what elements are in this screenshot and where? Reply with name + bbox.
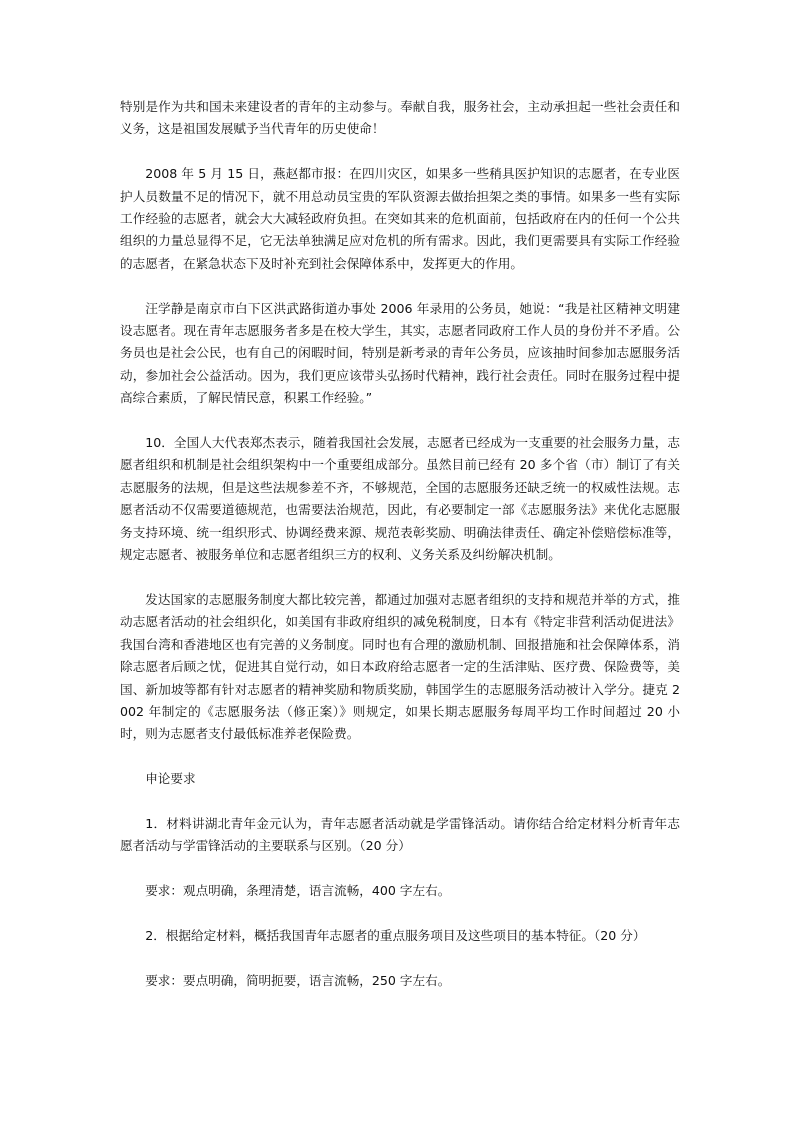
- document-body: [120, 96, 680, 1015]
- question-2-requirement: 要求：要点明确，简明扼要，语言流畅，250 字左右。: [145, 972, 451, 988]
- question-1: 1．材料讲湖北青年金元认为，青年志愿者活动就是学雷锋活动。请你结合给定材料分析青年志愿者活动与学雷锋活动的主要联系与区别。（20 分）: [120, 815, 680, 854]
- paragraph-material-10: 10．全国人大代表郑杰表示，随着我国社会发展，志愿者已经成为一支重要的社会服务力量，志愿者组织和机制是社会组织架构中一个重要组成部分。虽然目前已经有 20 多个省（市）制订了有关志愿服务的法规，但是这些法规参差不齐，不够规范，全国的志愿服务还缺乏统一的权威性法规。志愿者活动不仅需要道德规范，也需要法治规范，因此，有必要制定一部《志愿服务法》来优化志愿服务支持环境、统一组织形式、协调经费来源、规范表彰奖励、明确法律责任、确定补偿赔偿标准等，规定志愿者、被服务单位和志愿者组织三方的权利、义务关系及纠纷解决机制。: [120, 435, 680, 563]
- question-2: 2．根据给定材料，概括我国青年志愿者的重点服务项目及这些项目的基本特征。（20 分）: [145, 927, 646, 943]
- section-heading-requirements: 申论要求: [145, 771, 196, 787]
- paragraph-news-report: 2008 年 5 月 15 日，燕赵都市报：在四川灾区，如果多一些稍具医护知识的志愿者，在专业医护人员数量不足的情况下，就不用总动员宝贵的军队资源去做抬担架之类的事情。如果多一些有实际工作经验的志愿者，就会大大减轻政府负担。在突如其来的危机面前，包括政府在内的任何一个公共组织的力量总显得不足，它无法单独满足应对危机的所有需求。因此，我们更需要具有实际工作经验的志愿者，在紧急状态下及时补充到社会保障体系中，发挥更大的作用。: [120, 166, 680, 271]
- paragraph-foreign-systems: 发达国家的志愿服务制度大都比较完善，都通过加强对志愿者组织的支持和规范并举的方式，推动志愿者活动的社会组织化，如美国有非政府组织的减免税制度，日本有《特定非营利活动促进法》我国台湾和香港地区也有完善的义务制度。同时也有合理的激励机制、回报措施和社会保障体系，消除志愿者后顾之忧，促进其自觉行动，如日本政府给志愿者一定的生活津贴、医疗费、保险费等，美国、新加坡等都有针对志愿者的精神奖励和物质奖励，韩国学生的志愿服务活动被计入学分。捷克 2002 年制定的《志愿服务法（修正案）》则规定，如果长期志愿服务每周平均工作时间超过 20 小时，则为志愿者支付最低标准养老保险费。: [120, 591, 680, 742]
- paragraph-continuation: 特别是作为共和国未来建设者的青年的主动参与。奉献自我，服务社会，主动承担起一些社会责任和义务，这是祖国发展赋予当代青年的历史使命！: [120, 99, 680, 137]
- paragraph-civil-servant-quote: 汪学静是南京市白下区洪武路街道办事处 2006 年录用的公务员，她说：“我是社区精神文明建设志愿者。现在青年志愿服务者多是在校大学生，其实，志愿者同政府工作人员的身份并不矛盾。公务员也是社会公民，也有自己的闲暇时间，特别是新考录的青年公务员，应该抽时间参加志愿服务活动，参加社会公益活动。因为，我们更应该带头弘扬时代精神，践行社会责任。同时在服务过程中提高综合素质，了解民情民意，积累工作经验。”: [120, 300, 680, 406]
- question-1-requirement: 要求：观点明确，条理清楚，语言流畅，400 字左右。: [145, 883, 451, 899]
